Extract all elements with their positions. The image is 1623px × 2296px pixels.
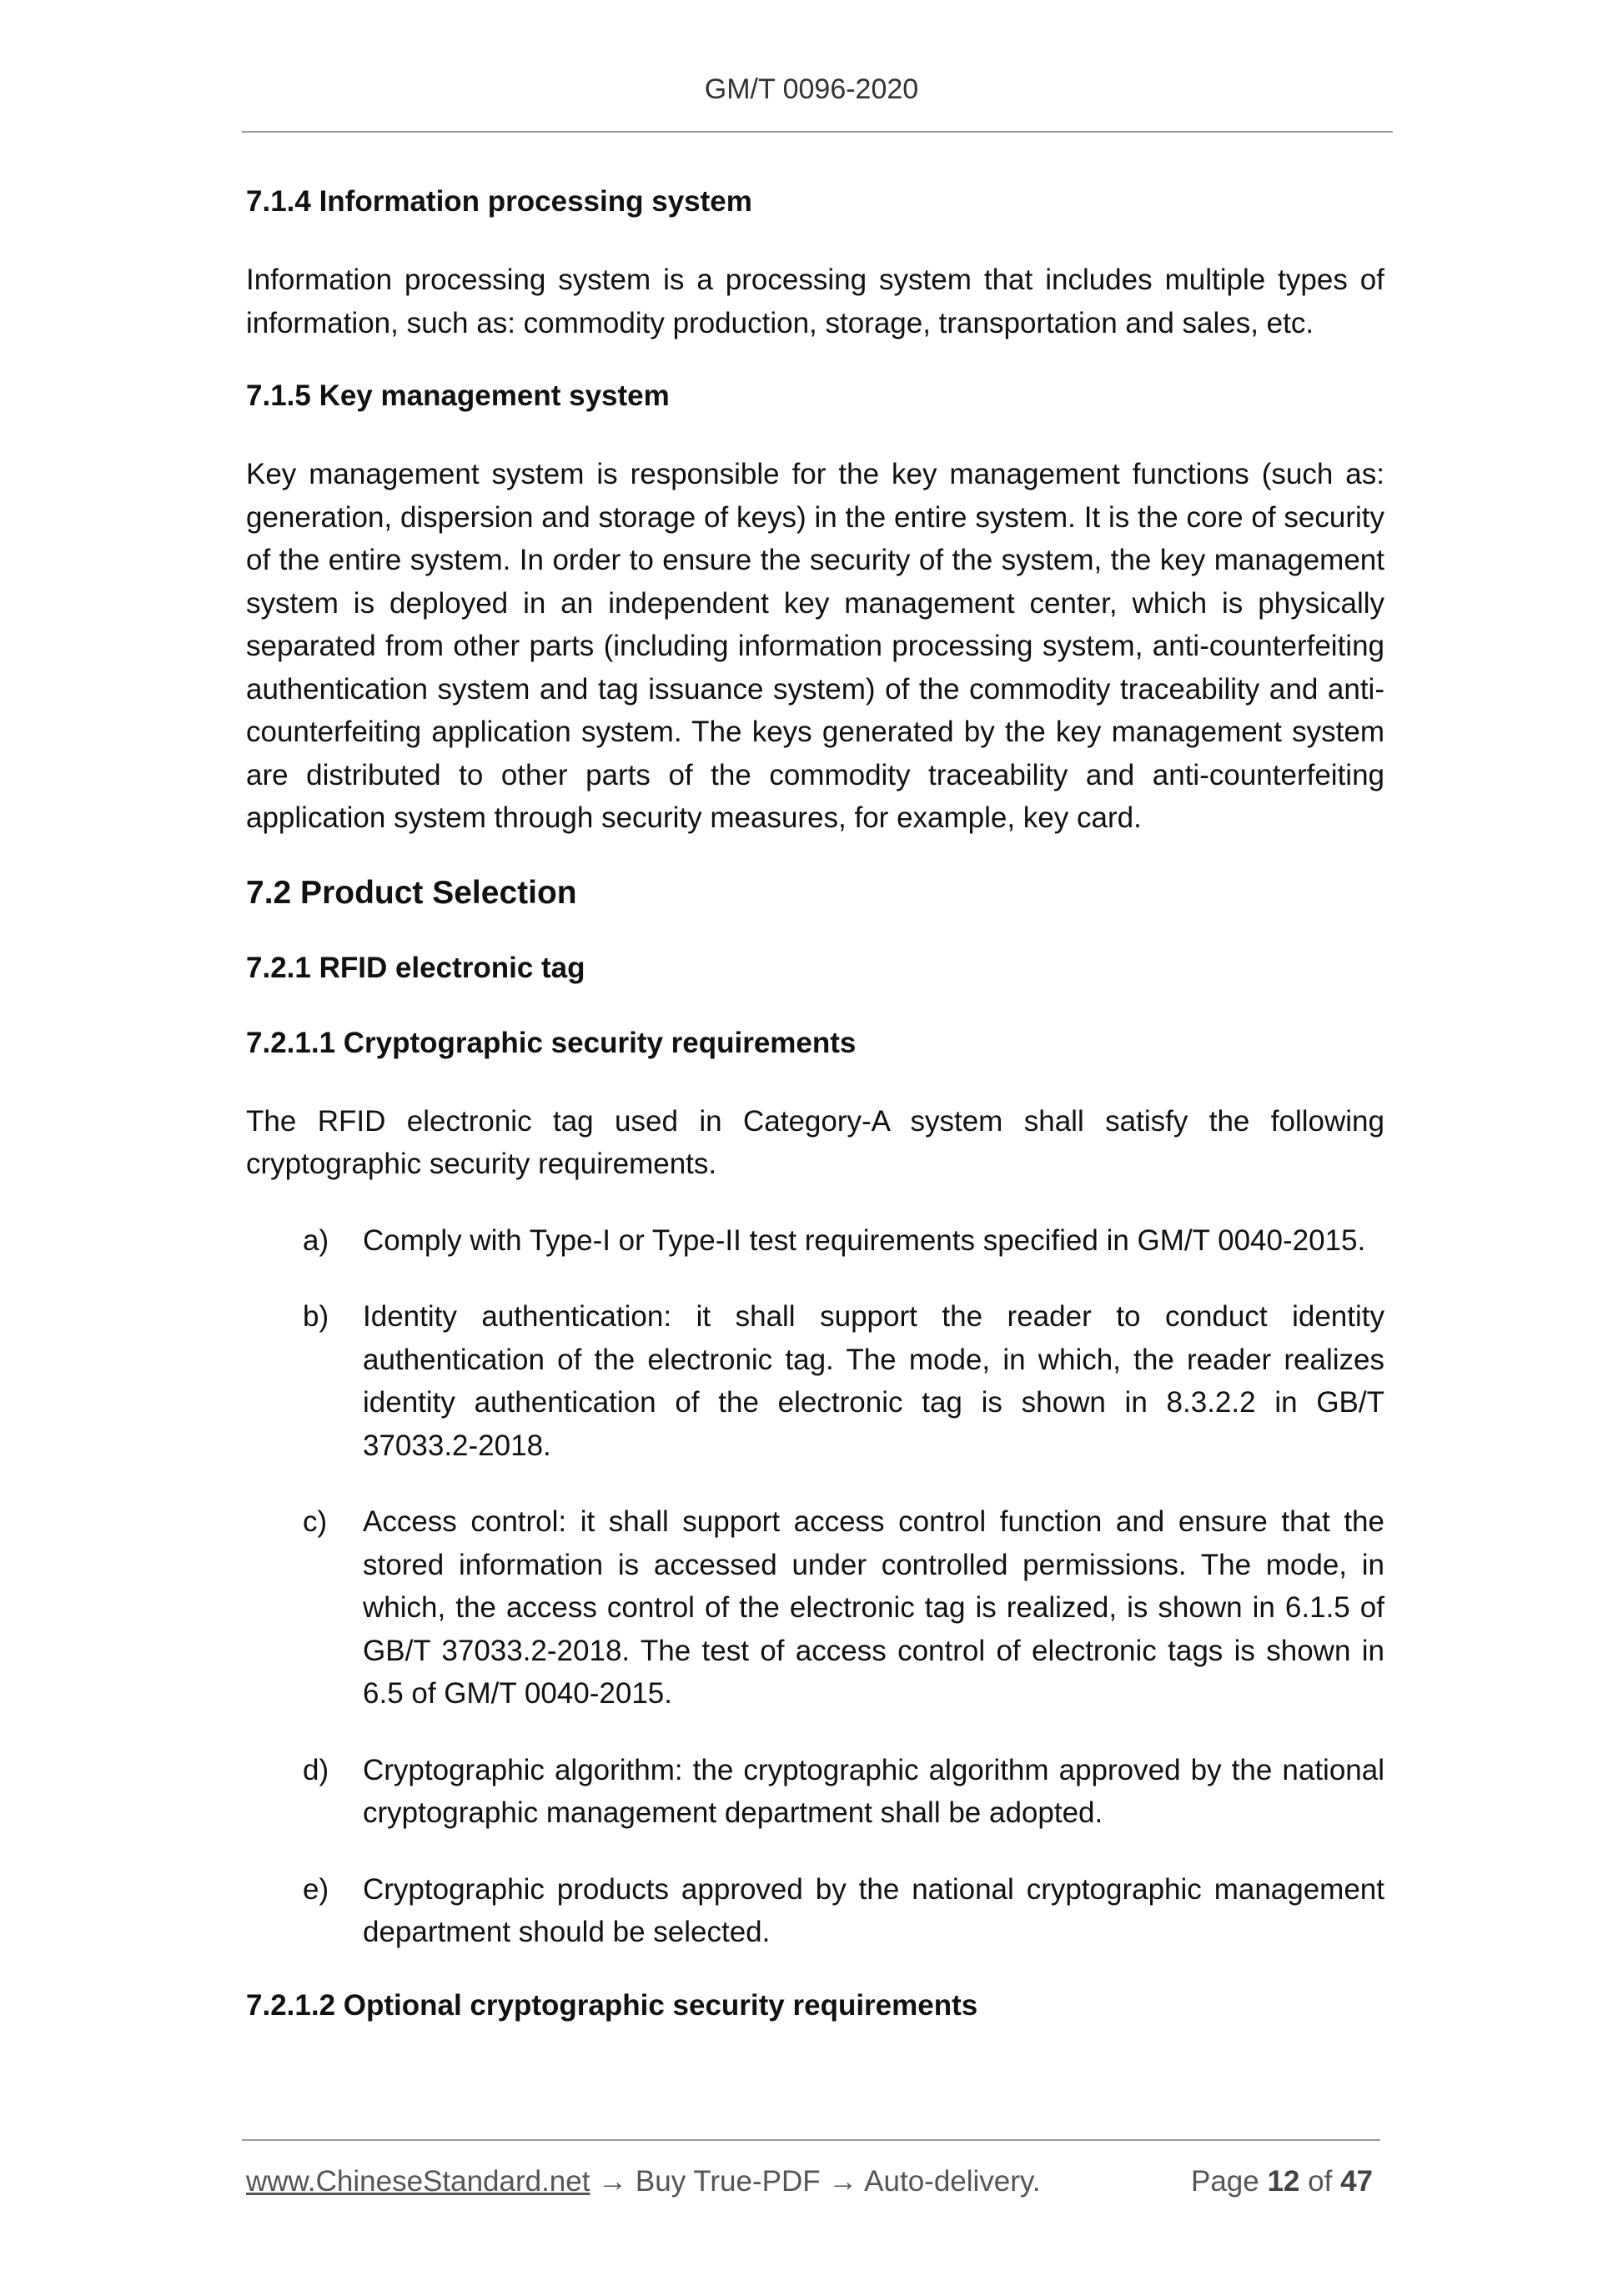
heading-7-1-4: 7.1.4 Information processing system <box>246 185 752 218</box>
list-item <box>246 1868 1384 1954</box>
list-item <box>246 1295 1384 1467</box>
paragraph-7-1-5: Key management system is responsible for the key management functions (such as: generation, dispersion and storage of keys) in the entire system. It is the core of security of the entire system. In order to ensure the security of the system, the key management system is deployed in an independent key management center, which is physically separated from other parts (including information processing system, anti-counterfeiting authentication system and tag issuance system) of the commodity traceability and anti-counterfeiting application system. The keys generated by the key management system are distributed to other parts of the commodity traceability and anti-counterfeiting application system through security measures, for example, key card. <box>246 458 1384 834</box>
heading-7-2-1-1: 7.2.1.1 Cryptographic security requirements <box>246 1026 857 1059</box>
heading-7-2: 7.2 Product Selection <box>246 874 577 911</box>
page-label: Page <box>1190 2165 1259 2198</box>
footer-divider <box>242 2139 1380 2141</box>
footer-tagline: → Buy True-PDF → Auto-delivery. <box>590 2165 1041 2198</box>
header-divider <box>242 131 1393 133</box>
paragraph-7-1-4: Information processing system is a processing system that includes multiple types of information, such as: commodity production, storage, transportation and sales, etc. <box>246 264 1384 339</box>
list-item <box>246 1500 1384 1716</box>
list-item <box>246 1749 1384 1835</box>
list-item-text: Cryptographic algorithm: the cryptographic algorithm approved by the national cryptographic management department shall be adopted. <box>363 1753 1384 1829</box>
list-marker: e) <box>303 1872 329 1906</box>
website-link[interactable]: www.ChineseStandard.net <box>246 2165 590 2198</box>
running-header: GM/T 0096-2020 <box>704 73 919 105</box>
heading-7-2-1: 7.2.1 RFID electronic tag <box>246 951 585 984</box>
requirements-list <box>246 1219 1384 1954</box>
list-item-text: Cryptographic products approved by the national cryptographic management department should be selected. <box>363 1872 1384 1948</box>
heading-7-2-1-2: 7.2.1.2 Optional cryptographic security requirements <box>246 1988 978 2022</box>
list-item-text: Identity authentication: it shall support the reader to conduct identity authentication of the electronic tag. The mode, in which, the reader realizes identity authentication of the electronic tag is shown in 8.3.2.2 in GB/T 37033.2-2018. <box>363 1300 1384 1462</box>
list-marker: b) <box>303 1300 329 1333</box>
of-label: of <box>1308 2165 1333 2198</box>
list-marker: d) <box>303 1753 329 1786</box>
paragraph-7-2-1-1: The RFID electronic tag used in Category-A system shall satisfy the following cryptographic security requirements. <box>246 1104 1384 1180</box>
page-total: 47 <box>1340 2165 1373 2198</box>
list-marker: a) <box>303 1223 329 1257</box>
list-item-text: Comply with Type-I or Type-II test requirements specified in GM/T 0040-2015. <box>363 1223 1366 1257</box>
heading-7-1-5: 7.1.5 Key management system <box>246 379 670 412</box>
page-footer <box>246 2165 1384 2198</box>
page-counter <box>1191 2165 1373 2198</box>
page-number: 12 <box>1267 2165 1300 2198</box>
page-content <box>246 183 1384 2062</box>
list-marker: c) <box>303 1505 328 1538</box>
list-item-text: Access control: it shall support access control function and ensure that the stored information is accessed under controlled permissions. The mode, in which, the access control of the electronic tag is realized, is shown in 6.1.5 of GB/T 37033.2-2018. The test of access control of electronic tags is shown in 6.5 of GM/T 0040-2015. <box>363 1505 1384 1710</box>
list-item <box>246 1219 1384 1263</box>
